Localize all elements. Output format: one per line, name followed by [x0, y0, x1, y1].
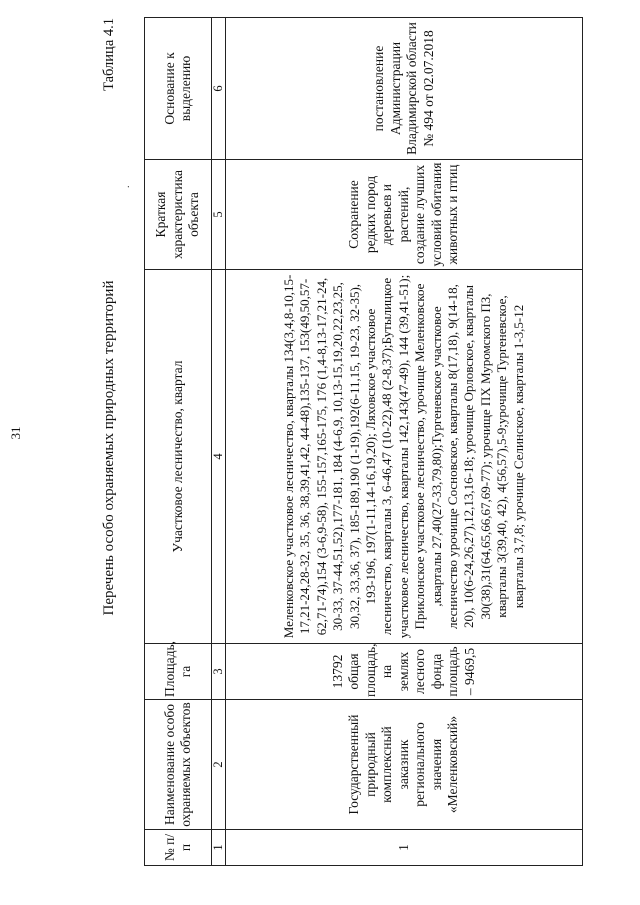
column-number: 1	[212, 830, 226, 866]
header-number: № п/п	[145, 830, 212, 866]
table-header-row	[145, 18, 212, 866]
table-row	[226, 18, 583, 866]
page-number: 31	[8, 426, 23, 440]
area-cell: 13792 общая площадь, на землях лесного фонда площадь – 9469,5	[226, 644, 583, 700]
header-name: Наименование особо охраняемых объектов	[145, 700, 212, 830]
protected-areas-table	[144, 17, 583, 866]
header-basis: Основание к выделению	[145, 18, 212, 160]
table-number: Таблица 4.1	[101, 18, 117, 91]
header-area: Площадь, га	[145, 644, 212, 700]
forestry-quarters-cell: Меленковское участковое лесничество, кварталы 134(3,4,8-10,15-17,21-24,28-32, 35, 36, 38,39,41,42, 44-48),135-137, 153(49,50,57-62,71-74),154 (3-6,9-58), 155-157,165-175, 176 (1,4-8,13-17,21-24, 30-33, 37-44,51,52),177-181, 184 (4-6,9, 10,13-15,19,20,22,23,25, 30,32, 33,36, 37), 185-189,190 (1-19),192(6-11,15, 19-23, 32-35), 193-196, 197(1-11,14-16,19,20); Ляховское участковое лесничество, кварталы 3, 6-46,47 (10-22),48 (2-8,37);Бутылицкое участковое лесничество, кварталы 142,143(47-49), 144 (39,41-51); Приклонское участковое лесничество, урочище Меленковское ,кварталы 27,40(27-33,79,80);Тургеневское участковое лесничество урочище Сосновское, кварталы 8(17,18), 9(14-18, 20), 10(6-24,26,27),12,13,16-18; урочище Орловское, кварталы 30(38),31(64,65,66,67,69-77); урочище ПХ Муромского ПЗ, кварталы 3(39,40, 42), 4(56,57),5-9;урочище Тургеневское, кварталы 3,7,8; урочище Селинское, кварталы 1-3,5-12	[226, 270, 583, 644]
column-number-row	[212, 18, 226, 866]
rotated-page-content	[100, 18, 605, 878]
object-name-cell: Государственный природный комплексный заказник регионального значения «Меленковский»	[226, 700, 583, 830]
column-number: 4	[212, 270, 226, 644]
column-number: 3	[212, 644, 226, 700]
basis-cell: постановление Администрации Владимирской области № 494 от 02.07.2018	[226, 18, 583, 160]
table-title: Перечень особо охраняемых природных территорий	[101, 280, 117, 616]
column-number: 6	[212, 18, 226, 160]
header-forestry-quarter: Участковое лесничество, квартал	[145, 270, 212, 644]
characteristic-cell: Сохранение редких пород деревьев и растений, создание лучших условий обитания животных и птиц	[226, 160, 583, 270]
column-number: 5	[212, 160, 226, 270]
row-number-cell: 1	[226, 830, 583, 866]
stray-dot: .	[121, 185, 132, 188]
column-number: 2	[212, 700, 226, 830]
header-characteristic: Краткая характеристика объекта	[145, 160, 212, 270]
